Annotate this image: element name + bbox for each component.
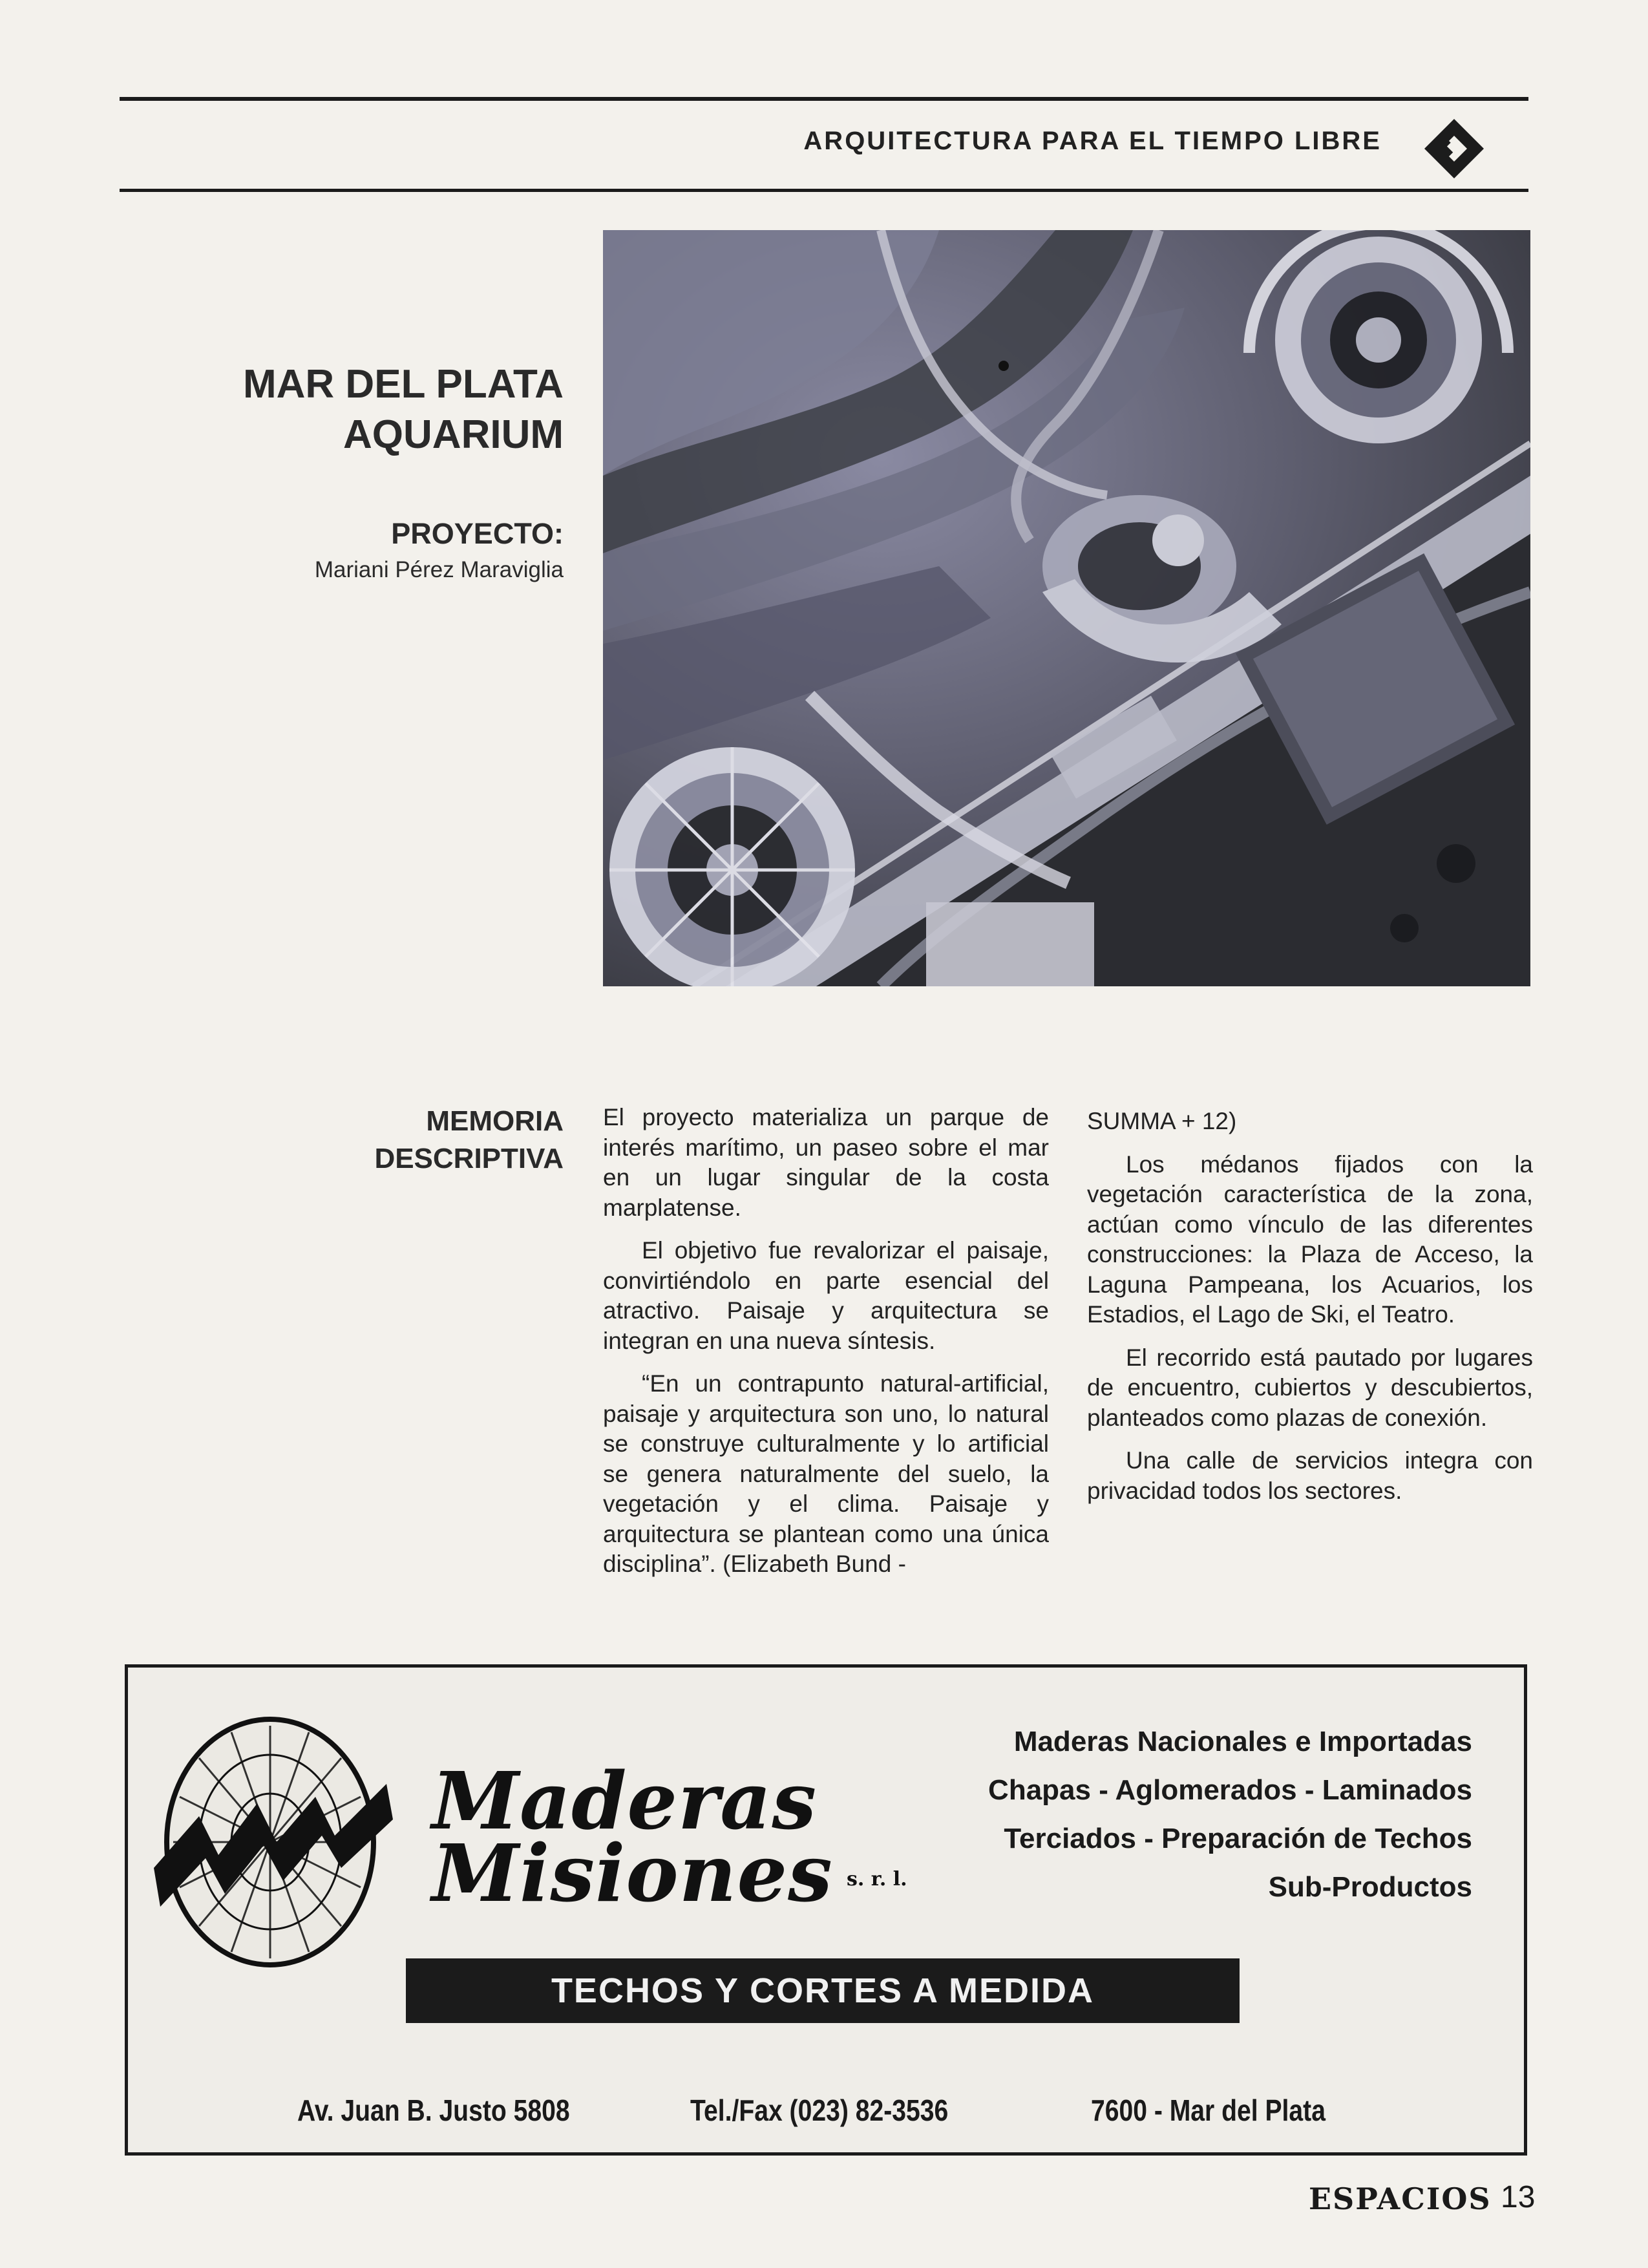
product-line: Sub-Productos: [1268, 1871, 1472, 1903]
paragraph: El objetivo fue revalorizar el paisaje, convirtiéndolo en parte esencial del atractivo. Paisaje y arquitectura se integran en una nueva síntesis.: [603, 1237, 1049, 1354]
brand-line1: Maderas: [432, 1754, 818, 1847]
ad-phone: Tel./Fax (023) 82-3536: [690, 2093, 949, 2127]
paragraph: El proyecto materializa un parque de interés marítimo, un paseo sobre el mar en un lugar singular de la costa marplatense.: [603, 1104, 1049, 1221]
ad-address: Av. Juan B. Justo 5808: [297, 2093, 570, 2127]
article-title: [243, 359, 564, 460]
article-title-line2: AQUARIUM: [343, 412, 564, 457]
brand-suffix: s. r. l.: [847, 1868, 907, 1891]
magazine-name: ESPACIOS: [1309, 2181, 1492, 2216]
project-label: PROYECTO:: [391, 517, 564, 550]
page-number: 13: [1501, 2180, 1536, 2214]
header-bottom-rule: [120, 189, 1528, 192]
project-author: Mariani Pérez Maraviglia: [314, 557, 564, 582]
brand-name: [432, 1754, 833, 1920]
body-column-2: [1087, 1107, 1533, 1519]
brand-line2: Misiones: [432, 1827, 833, 1920]
paragraph: Los médanos fijados con la vegetación característica de la zona, actúan como vínculo de las diferentes construcciones: la Plaza de Acceso, la Laguna Pampeana, los Acuarios, los Estadios, el Lago de Ski, el Teatro.: [1087, 1150, 1533, 1328]
product-line: Terciados - Preparación de Techos: [1004, 1823, 1472, 1854]
paragraph: SUMMA + 12): [1087, 1108, 1237, 1134]
memoria-heading-line2: DESCRIPTIVA: [374, 1143, 564, 1174]
product-line: Chapas - Aglomerados - Laminados: [988, 1774, 1472, 1806]
ad-banner: TECHOS Y CORTES A MEDIDA: [406, 1958, 1240, 2023]
paragraph: “En un contrapunto natural-artificial, paisaje y arquitectura son uno, lo natural se construye culturalmente y lo artificial se genera naturalmente del suelo, la vegetación y el clima. Paisaje y arquitectura se plantean como una única disciplina”. (Elizabeth Bund -: [603, 1370, 1049, 1577]
article-title-line1: MAR DEL PLATA: [243, 362, 564, 407]
paragraph: El recorrido está pautado por lugares de encuentro, cubiertos y descubiertos, planteados como plazas de conexión.: [1087, 1344, 1533, 1431]
header-top-rule: [120, 97, 1528, 101]
aerial-photo: [603, 230, 1530, 986]
advertisement: [125, 1664, 1527, 2156]
memoria-heading: [374, 1103, 564, 1178]
diamond-logo-icon: [1422, 116, 1486, 181]
product-line: Maderas Nacionales e Importadas: [1013, 1726, 1472, 1757]
ad-city: 7600 - Mar del Plata: [1091, 2093, 1326, 2127]
memoria-heading-line1: MEMORIA: [426, 1105, 564, 1137]
log-cross-section-icon: [147, 1706, 399, 1978]
body-column-1: [603, 1103, 1049, 1593]
section-label: ARQUITECTURA PARA EL TIEMPO LIBRE: [803, 127, 1382, 155]
paragraph: Una calle de servicios integra con privacidad todos los sectores.: [1087, 1447, 1533, 1504]
